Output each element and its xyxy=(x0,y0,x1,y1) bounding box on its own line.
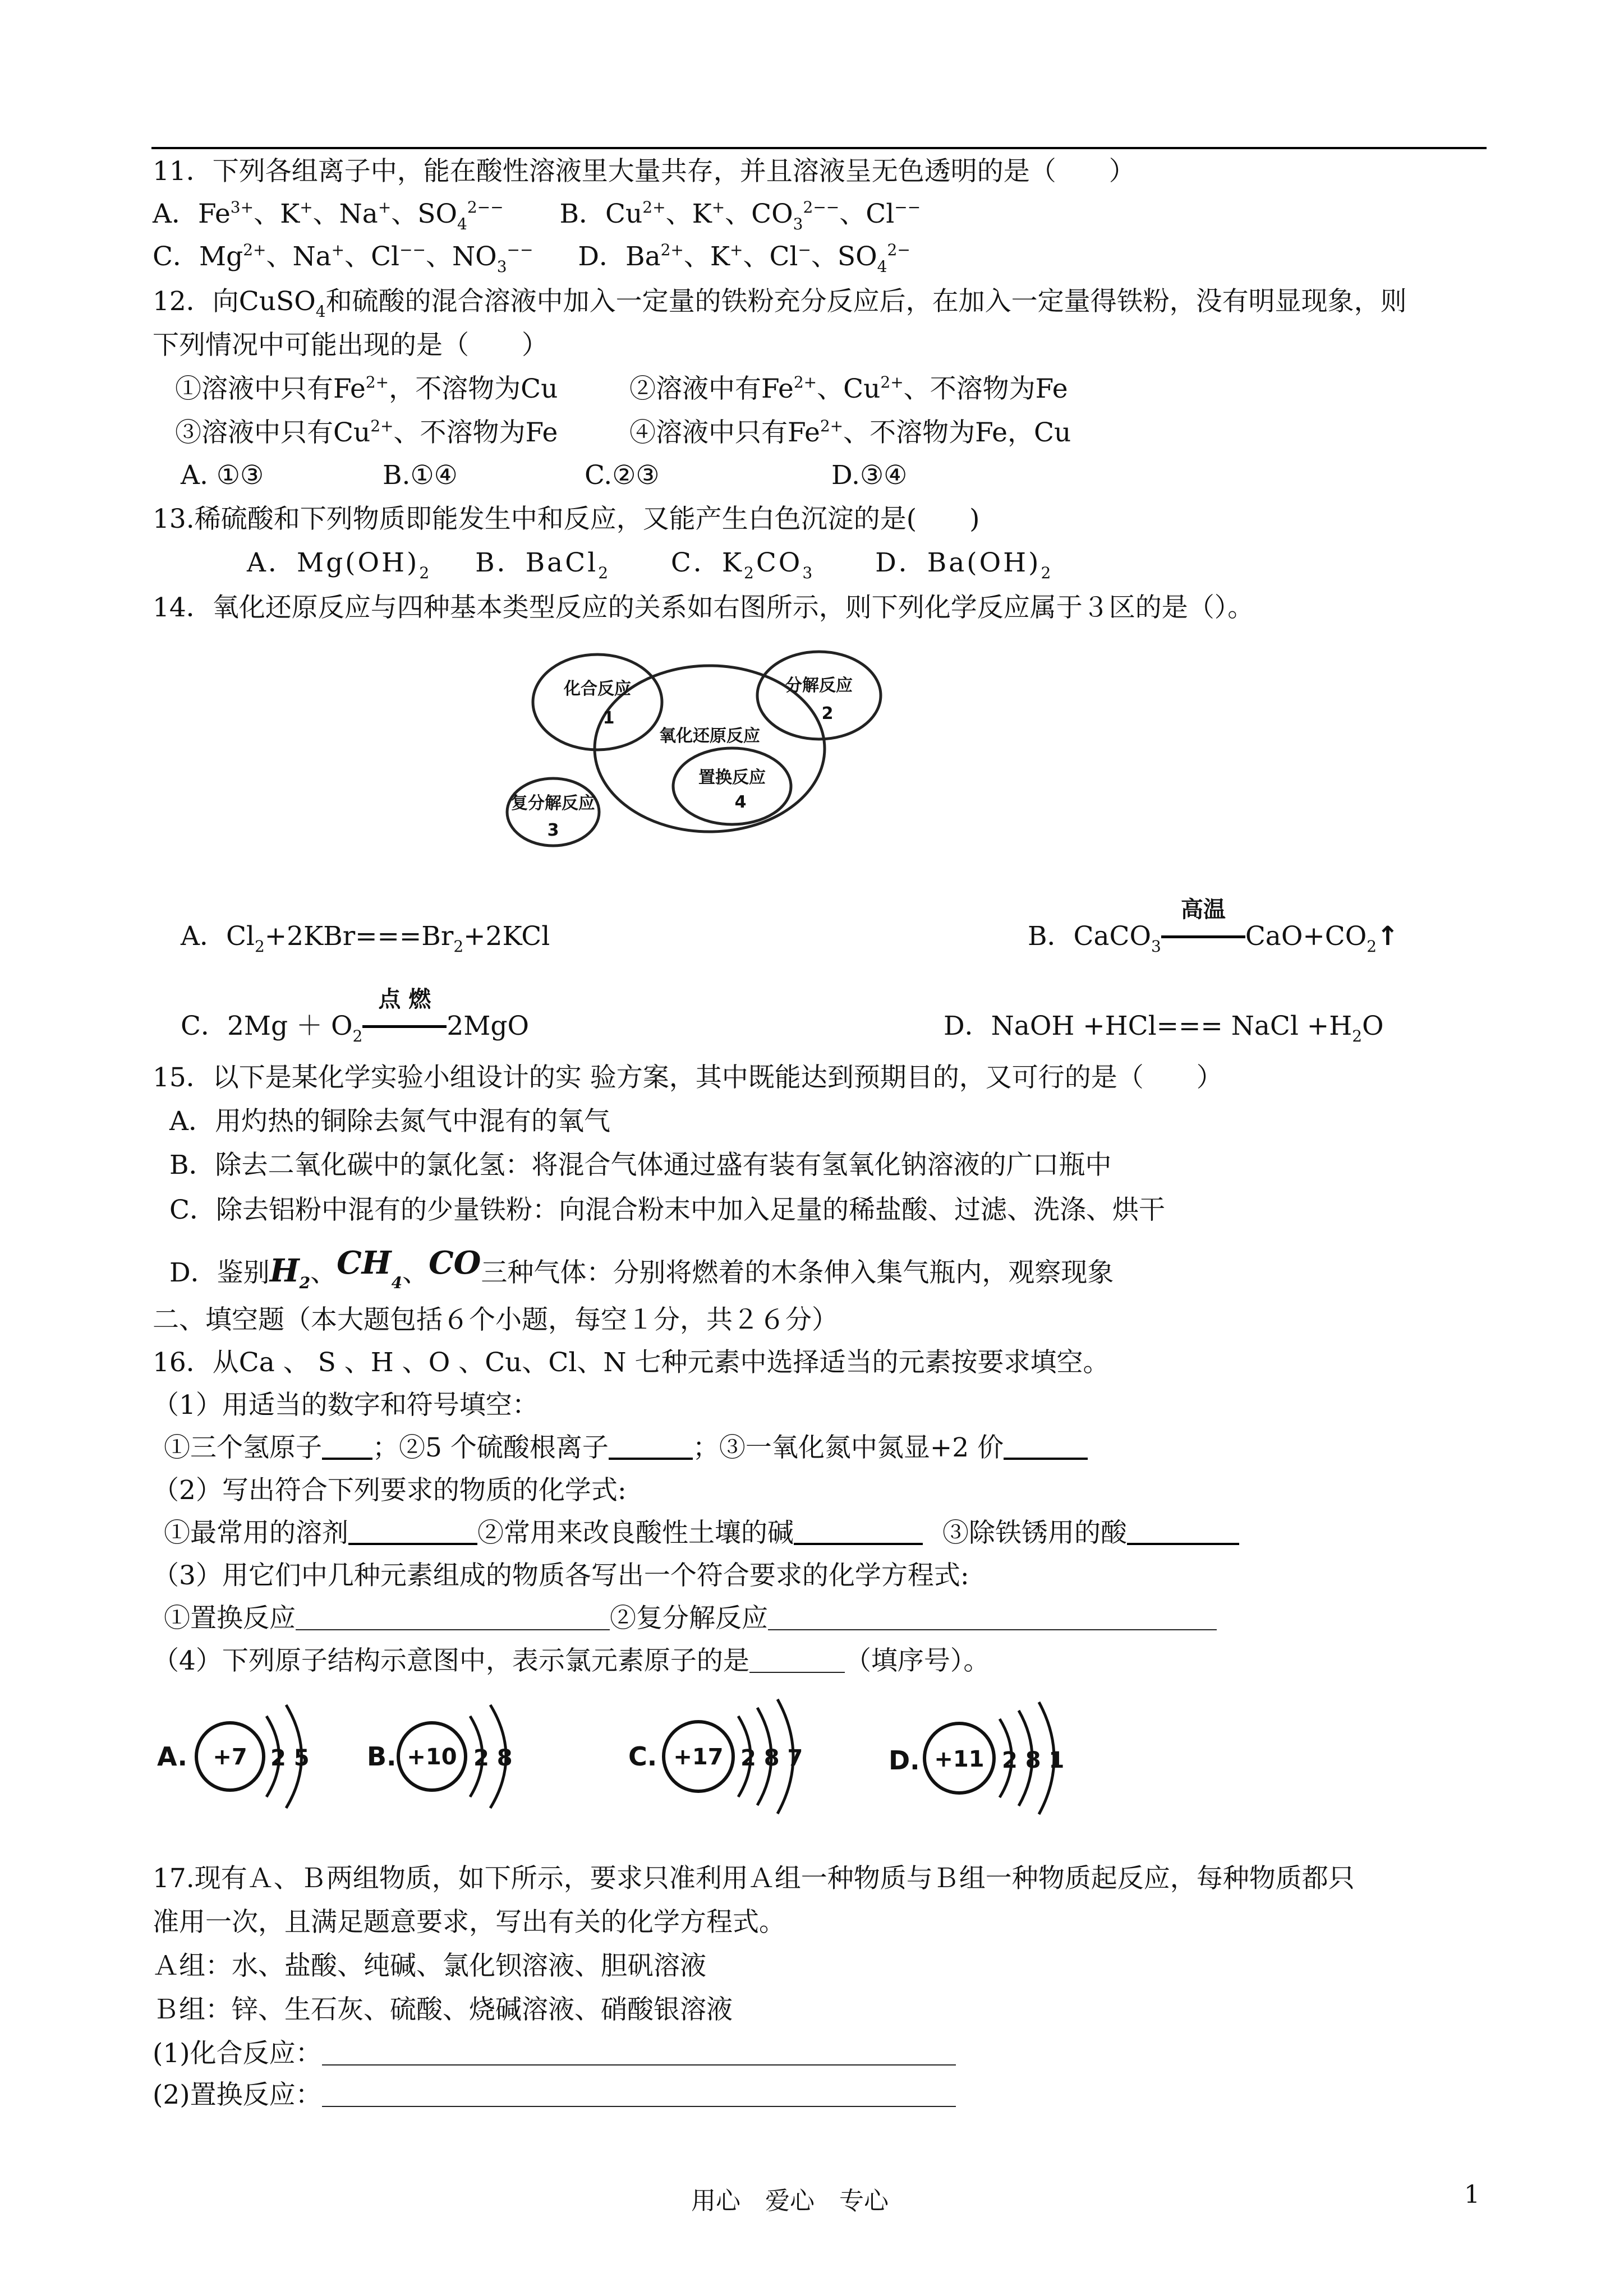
blank-4[interactable] xyxy=(348,1517,477,1545)
blank-2[interactable] xyxy=(609,1432,693,1460)
blank-7[interactable] xyxy=(296,1603,610,1630)
region-2-label: 2 xyxy=(821,704,834,723)
atom-c-shells: 2 8 7 xyxy=(740,1745,803,1771)
decomposition-label: 分解反应 xyxy=(785,676,853,695)
q13-stem: 13.稀硫酸和下列物质即能发生中和反应，又能产生白色沉淀的是( ) xyxy=(153,504,980,534)
atom-b-label: B. xyxy=(367,1741,397,1772)
atom-d-shells: 2 8 1 xyxy=(1002,1748,1065,1773)
region-3-label: 3 xyxy=(547,820,559,840)
blank-1[interactable] xyxy=(322,1432,372,1460)
reaction-venn-diagram xyxy=(505,639,909,852)
q14-option-d: D．NaOH +HCl=== NaCl $+H_2O$ xyxy=(944,1011,1384,1045)
region-1-label: 1 xyxy=(602,708,615,728)
atom-d-label: D. xyxy=(889,1745,920,1776)
q16-part-2-items: ①最常用的溶剂 ②常用来改良酸性土壤的碱 ③除铁锈用的酸 xyxy=(164,1516,1239,1550)
blank-6[interactable] xyxy=(1127,1517,1239,1545)
atom-a-shells: 2 5 xyxy=(270,1745,310,1771)
replacement-label: 置换反应 xyxy=(698,768,766,787)
q15-option-c: C．除去铝粉中混有的少量铁粉：向混合粉末中加入足量的稀盐酸、过滤、洗涤、烘干 xyxy=(169,1195,1165,1225)
blank-3[interactable] xyxy=(1004,1432,1088,1460)
q12-opt-1: ①溶液中只有$Fe^{2+}$，不溶物为Cu xyxy=(175,373,558,404)
q12-opt-4: ④溶液中只有$Fe^{2+}$、不溶物为Fe，Cu xyxy=(629,417,1071,448)
q12-choice-b: B.①④ xyxy=(383,460,458,491)
q16-stem: 16．从Ca 、 S 、H 、O 、Cu、Cl、N 七种元素中选择适当的元素按要求填空。 xyxy=(153,1347,1110,1378)
combination-label: 化合反应 xyxy=(564,679,631,699)
q17-stem: 17.现有Ａ、Ｂ两组物质，如下所示，要求只准利用Ａ组一种物质与Ｂ组一种物质起反应，每种物质都只 xyxy=(153,1863,1355,1894)
q12-opt-2: ②溶液中有$Fe^{2+}$、$Cu^{2+}$、不溶物为Fe xyxy=(629,373,1068,404)
redox-label: 氧化还原反应 xyxy=(659,726,760,746)
atom-b-core: +10 xyxy=(407,1744,457,1770)
double-decomposition-label: 复分解反应 xyxy=(511,794,595,813)
q11-stem: 11．下列各组离子中，能在酸性溶液里大量共存，并且溶液呈无色透明的是（ ） xyxy=(153,156,1135,187)
blank-5[interactable] xyxy=(794,1517,923,1545)
atom-c-label: C. xyxy=(628,1741,657,1772)
high-temp-condition: 高温 xyxy=(1180,897,1226,923)
q15-option-a: A．用灼热的铜除去氮气中混有的氧气 xyxy=(169,1106,610,1137)
q12-stem-cont: 下列情况中可能出现的是（ ） xyxy=(153,330,548,361)
q12-opt-3: ③溶液中只有$Cu^{2+}$、不溶物为Fe xyxy=(175,417,558,448)
q13-options: A．$Mg(OH)_2$ B．BaCl$_2$ C．$K_2CO_3$ D．$Ba(OH)_2$ xyxy=(247,547,1053,582)
region-4-label: 4 xyxy=(734,792,747,812)
header-rule xyxy=(151,147,1487,149)
blank-8[interactable] xyxy=(768,1603,1217,1630)
page-number: 1 xyxy=(1464,2180,1480,2209)
q12-choice-d: D.③④ xyxy=(831,460,908,491)
blank-9[interactable] xyxy=(749,1646,845,1673)
q14-option-c: C．$2Mg + O_2$ 点 燃 2MgO xyxy=(181,986,529,1045)
q17-group-b: Ｂ组：锌、生石灰、硫酸、烧碱溶液、硝酸银溶液 xyxy=(153,1994,733,2025)
ignite-condition: 点 燃 xyxy=(378,986,431,1012)
answer-line-2[interactable] xyxy=(322,2080,956,2107)
q14-option-a: A．$Cl_2+2KBr===Br_2+2KCl$ xyxy=(181,921,550,956)
q17-reaction-1: (1)化合反应： xyxy=(153,2037,956,2071)
q16-part-1: （1）用适当的数字和符号填空： xyxy=(153,1390,539,1421)
q17-group-a: Ａ组：水、盐酸、纯碱、氯化钡溶液、胆矾溶液 xyxy=(153,1951,706,1981)
q15-option-b: B．除去二氧化碳中的氯化氢：将混合气体通过盛有装有氢氧化钠溶液的广口瓶中 xyxy=(169,1150,1112,1181)
q12-choice-a: A. ①③ xyxy=(181,460,264,491)
atom-b-shells: 2 8 xyxy=(473,1745,513,1771)
q12-stem: 12．向CuSO$_4$和硫酸的混合溶液中加入一定量的铁粉充分反应后，在加入一定量得铁粉，没有明显现象，则 xyxy=(153,286,1407,321)
q16-part-3-items: ①置换反应 ②复分解反应 xyxy=(164,1602,1217,1635)
q17-reaction-2: (2)置换反应： xyxy=(153,2078,956,2112)
answer-line-1[interactable] xyxy=(322,2039,956,2066)
q12-choice-c: C.②③ xyxy=(585,460,660,491)
q15-stem: 15．以下是某化学实验小组设计的实 验方案，其中既能达到预期目的，又可行的是（ ） xyxy=(153,1062,1223,1093)
atom-d-core: +11 xyxy=(934,1746,984,1772)
atom-c-core: +17 xyxy=(673,1744,724,1770)
q15-option-d: D．鉴别$H_2$、$CH_4$、CO三种气体：分别将燃着的木条伸入集气瓶内，观察现象 xyxy=(169,1244,1114,1292)
q16-part-3: （3）用它们中几种元素组成的物质各写出一个符合要求的化学方程式: xyxy=(153,1560,969,1591)
q16-part-2: （2）写出符合下列要求的物质的化学式: xyxy=(153,1475,627,1506)
q14-stem: 14．氧化还原反应与四种基本类型反应的关系如右图所示，则下列化学反应属于３区的是（）。 xyxy=(153,592,1254,623)
q16-part-4: （4）下列原子结构示意图中，表示氯元素原子的是 （填序号）。 xyxy=(153,1645,990,1676)
atom-diagrams xyxy=(151,1688,1105,1817)
atom-a-core: +7 xyxy=(213,1744,247,1770)
atom-a-label: A. xyxy=(157,1741,187,1772)
q11-options-ab: A．$Fe^{3+}$、K+、Na+、$SO_4^{2--}$ B．$Cu^{2+}$、K+、$CO_3^{2--}$、Cl−− xyxy=(153,198,921,233)
q16-part-1-items: ①三个氢原子 ；②5 个硫酸根离子 ；③一氧化氮中氮显+2 价 xyxy=(164,1431,1088,1465)
q14-option-b: B．CaCO$_3$ 高温 $CaO+CO_2↑$ xyxy=(1028,897,1399,956)
q11-options-cd: C．$Mg^{2+}$、Na+、Cl−−、$NO_3^{--}$ D．$Ba^{2+}$、K+、Cl−、$SO_4^{2-}$ xyxy=(153,241,910,276)
section-2-heading: 二、填空题（本大题包括６个小题，每空１分，共２６分） xyxy=(153,1304,838,1335)
footer-motto: 用心 爱心 专心 xyxy=(691,2187,889,2215)
q17-stem-cont: 准用一次，且满足题意要求，写出有关的化学方程式。 xyxy=(153,1907,785,1938)
